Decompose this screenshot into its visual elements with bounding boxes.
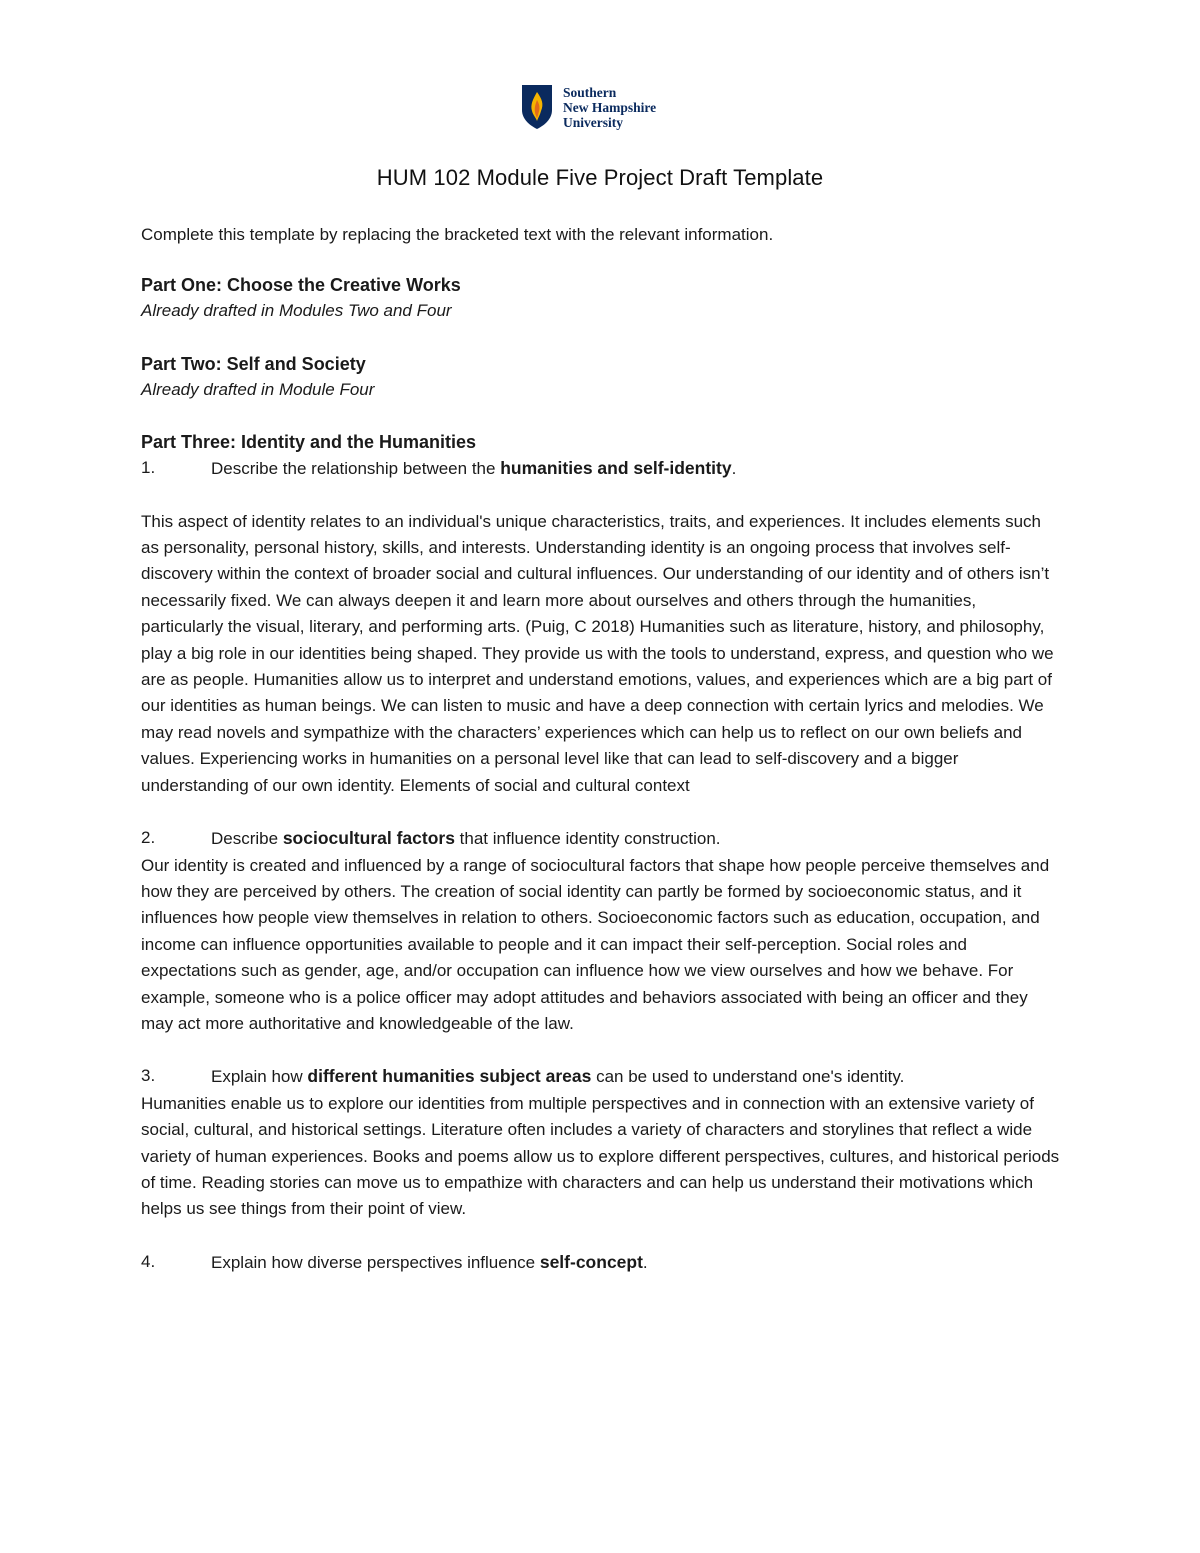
- question-4: [141, 1249, 1061, 1276]
- part-two-heading: Part Two: Self and Society: [141, 353, 366, 374]
- answer-2: Our identity is created and influenced by a range of sociocultural factors that shape how people perceive themselves and how they are perceived by others. The creation of social identity can partly be formed by socioeconomic status, and it influences how people view themselves in relation to others. Socioeconomic factors such as education, occupation, and income can influence opportunities available to people and it can impact their self-perception. Social roles and expectations such as gender, age, and/or occupation can influence how we view ourselves and how we behave. For example, someone who is a police officer may adopt attitudes and behaviors associated with being an officer and they may act more authoritative and knowledgeable of the law.: [141, 855, 1050, 1033]
- university-logo: [521, 84, 656, 130]
- question-text-pre: Describe: [211, 829, 283, 849]
- question-number: 1.: [141, 458, 156, 478]
- question-keyword: humanities and self-identity: [500, 458, 732, 479]
- logo-wordmark: [563, 85, 656, 130]
- part-one-heading: Part One: Choose the Creative Works: [141, 275, 461, 296]
- shield-flame-icon: [521, 84, 553, 130]
- question-number: 4.: [141, 1251, 156, 1271]
- part-three-heading: Part Three: Identity and the Humanities: [141, 432, 477, 453]
- logo-line-3: University: [563, 114, 623, 130]
- question-text-pre: Describe the relationship between the: [211, 459, 501, 479]
- question-number: 3.: [141, 1066, 156, 1086]
- question-text: [211, 1249, 648, 1276]
- page-title: HUM 102 Module Five Project Draft Template: [376, 165, 824, 190]
- question-text: [211, 455, 736, 482]
- question-text-post: can be used to understand one's identity.: [591, 1067, 905, 1087]
- question-text-post: .: [642, 1252, 648, 1272]
- part-two-note: Already drafted in Module Four: [141, 379, 375, 399]
- document-body: [141, 222, 1061, 1276]
- question-text-pre: Explain how: [211, 1067, 308, 1087]
- question-text-pre: Explain how diverse perspectives influence: [211, 1252, 540, 1272]
- logo-line-1: Southern: [563, 84, 617, 100]
- question-text-post: that influence identity construction.: [454, 829, 721, 849]
- question-2: [141, 825, 1061, 852]
- answer-1: This aspect of identity relates to an individual's unique characteristics, traits, and experiences. It includes elements such as personality, personal history, skills, and interests. Understanding identity is an ongoing process that involves self-discovery within the context of broader social and cultural influences. Our understanding of our identity and of others isn’t necessarily fixed. We can always deepen it and learn more about ourselves and others through the humanities, particularly the visual, literary, and performing arts. (Puig, C 2018) Humanities such as literature, history, and philosophy, play a big role in our identities being shaped. They provide us with the tools to understand, express, and question who we are as people. Humanities allow us to interpret and understand emotions, values, and experiences which are a big part of our identities as human beings. We can listen to music and have a deep connection with certain lyrics and melodies. We may read novels and sympathize with the characters’ experiences which can help us to reflect on our own beliefs and values. Experiencing works in humanities on a personal level like that can lead to self-discovery and a bigger understanding of our own identity. Elements of social and cultural context: [141, 511, 1054, 795]
- question-1: [141, 455, 1061, 482]
- question-number: 2.: [141, 828, 156, 848]
- question-text-post: .: [731, 459, 737, 479]
- question-3: [141, 1063, 1061, 1090]
- answer-3: Humanities enable us to explore our identities from multiple perspectives and in connection with an extensive variety of social, cultural, and historical settings. Literature often includes a variety of characters and storylines that reflect a wide variety of human experiences. Books and poems allow us to explore different perspectives, cultures, and historical periods of time. Reading stories can move us to empathize with characters and can help us understand their motivations which helps us see things from their point of view.: [141, 1093, 1060, 1219]
- question-keyword: sociocultural factors: [282, 828, 455, 849]
- question-keyword: different humanities subject areas: [307, 1066, 592, 1087]
- question-text: [211, 825, 721, 852]
- question-keyword: self-concept: [539, 1251, 643, 1272]
- instructions-text: Complete this template by replacing the bracketed text with the relevant information.: [141, 225, 774, 244]
- logo-line-2: New Hampshire: [563, 99, 657, 115]
- part-one-note: Already drafted in Modules Two and Four: [141, 301, 452, 321]
- question-text: [211, 1063, 904, 1090]
